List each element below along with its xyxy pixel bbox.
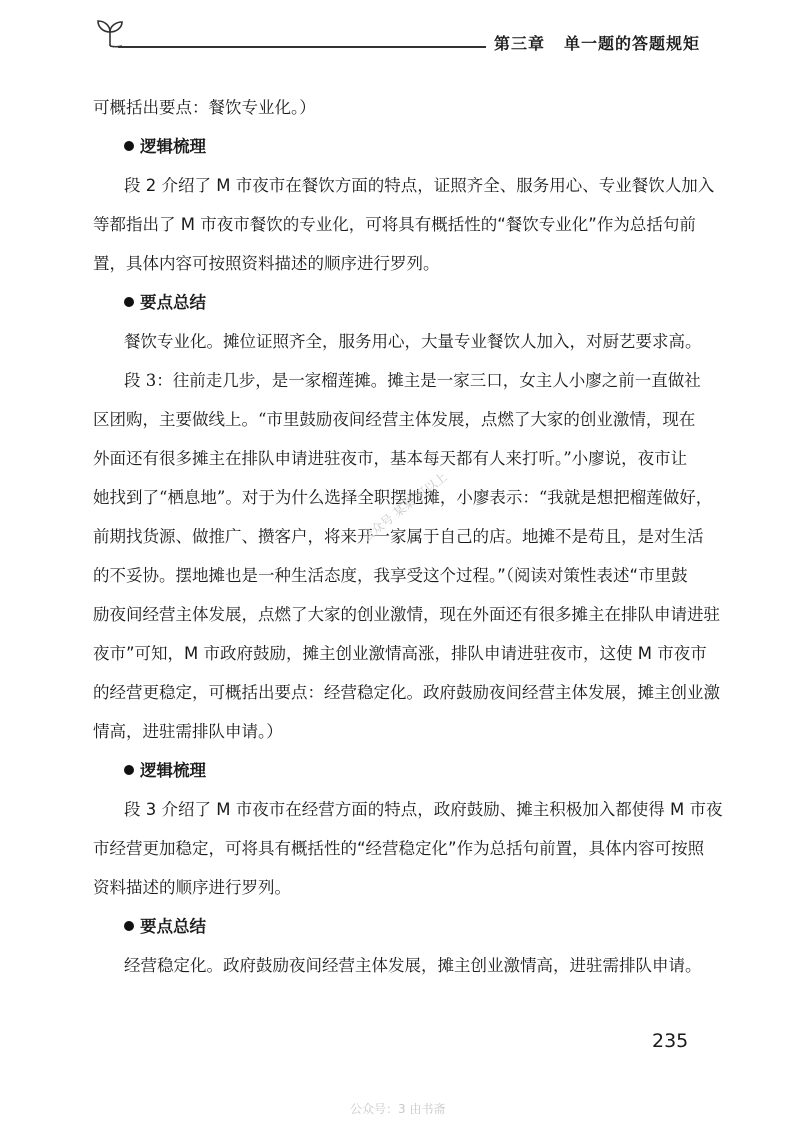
text-line: 资料描述的顺序进行罗列。	[93, 878, 291, 897]
text-line: 励夜间经营主体发展，点燃了大家的创业激情，现在外面还有很多摊主在排队申请进驻	[93, 605, 720, 624]
text-line: 经营稳定化。政府鼓励夜间经营主体发展，摊主创业激情高，进驻需排队申请。	[124, 956, 702, 975]
section-heading-summary: 要点总结	[124, 293, 744, 313]
bullet-icon	[124, 141, 134, 151]
text-line: 区团购，主要做线上。“市里鼓励夜间经营主体发展，点燃了大家的创业激情，现在	[93, 410, 696, 429]
bottom-watermark: 公众号：3 由书斋	[350, 1102, 446, 1116]
text-line: 段 3 介绍了 M 市夜市在经营方面的特点，政府鼓励、摊主积极加入都使得 M 市夜	[124, 800, 723, 819]
chapter-label: 第三章	[494, 34, 546, 53]
text-line: 等都指出了 M 市夜市餐饮的专业化，可将具有概括性的“餐饮专业化”作为总括句前	[93, 215, 696, 234]
text-line: 餐饮专业化。摊位证照齐全，服务用心，大量专业餐饮人加入，对厨艺要求高。	[124, 332, 702, 351]
section-heading-logic: 逻辑梳理	[124, 761, 744, 781]
chapter-title: 单一题的答题规矩	[564, 34, 701, 53]
bullet-icon	[124, 297, 134, 307]
page-number: 235	[652, 1030, 689, 1052]
section-heading-summary: 要点总结	[124, 917, 744, 937]
text-line: 市经营更加稳定，可将具有概括性的“经营稳定化”作为总括句前置，具体内容可按照	[93, 839, 705, 858]
watermark: 公众号 某某 可以上	[359, 469, 450, 545]
text-line: 夜市”可知，M 市政府鼓励，摊主创业激情高涨，排队申请进驻夜市，这使 M 市夜市	[93, 644, 707, 663]
text-line: 段 2 介绍了 M 市夜市在餐饮方面的特点，证照齐全、服务用心、专业餐饮人加入	[124, 176, 715, 195]
text-line: 置，具体内容可按照资料描述的顺序进行罗列。	[93, 254, 440, 273]
header-rule	[118, 46, 486, 48]
text-line: 可概括出要点：餐饮专业化。）	[93, 98, 316, 117]
bullet-icon	[124, 765, 134, 775]
section-heading-logic: 逻辑梳理	[124, 137, 744, 157]
text-line: 情高，进驻需排队申请。）	[93, 722, 283, 741]
bullet-icon	[124, 921, 134, 931]
text-line: 外面还有很多摊主在排队申请进驻夜市，基本每天都有人来打听。”小廖说，夜市让	[93, 449, 688, 468]
text-line: 她找到了“栖息地”。对于为什么选择全职摆地摊，小廖表示：“我就是想把榴莲做好，	[93, 488, 713, 507]
text-line: 的不妥协。摆地摊也是一种生活态度，我享受这个过程。”（阅读对策性表述“市里鼓	[93, 566, 688, 585]
text-line: 前期找货源、做推广、攒客户，将来开一家属于自己的店。地摊不是苟且，是对生活	[93, 527, 704, 546]
text-line: 段 3：往前走几步，是一家榴莲摊。摊主是一家三口，女主人小廖之前一直做社	[124, 371, 701, 390]
text-line: 的经营更稳定，可概括出要点：经营稳定化。政府鼓励夜间经营主体发展，摊主创业激	[93, 683, 720, 702]
